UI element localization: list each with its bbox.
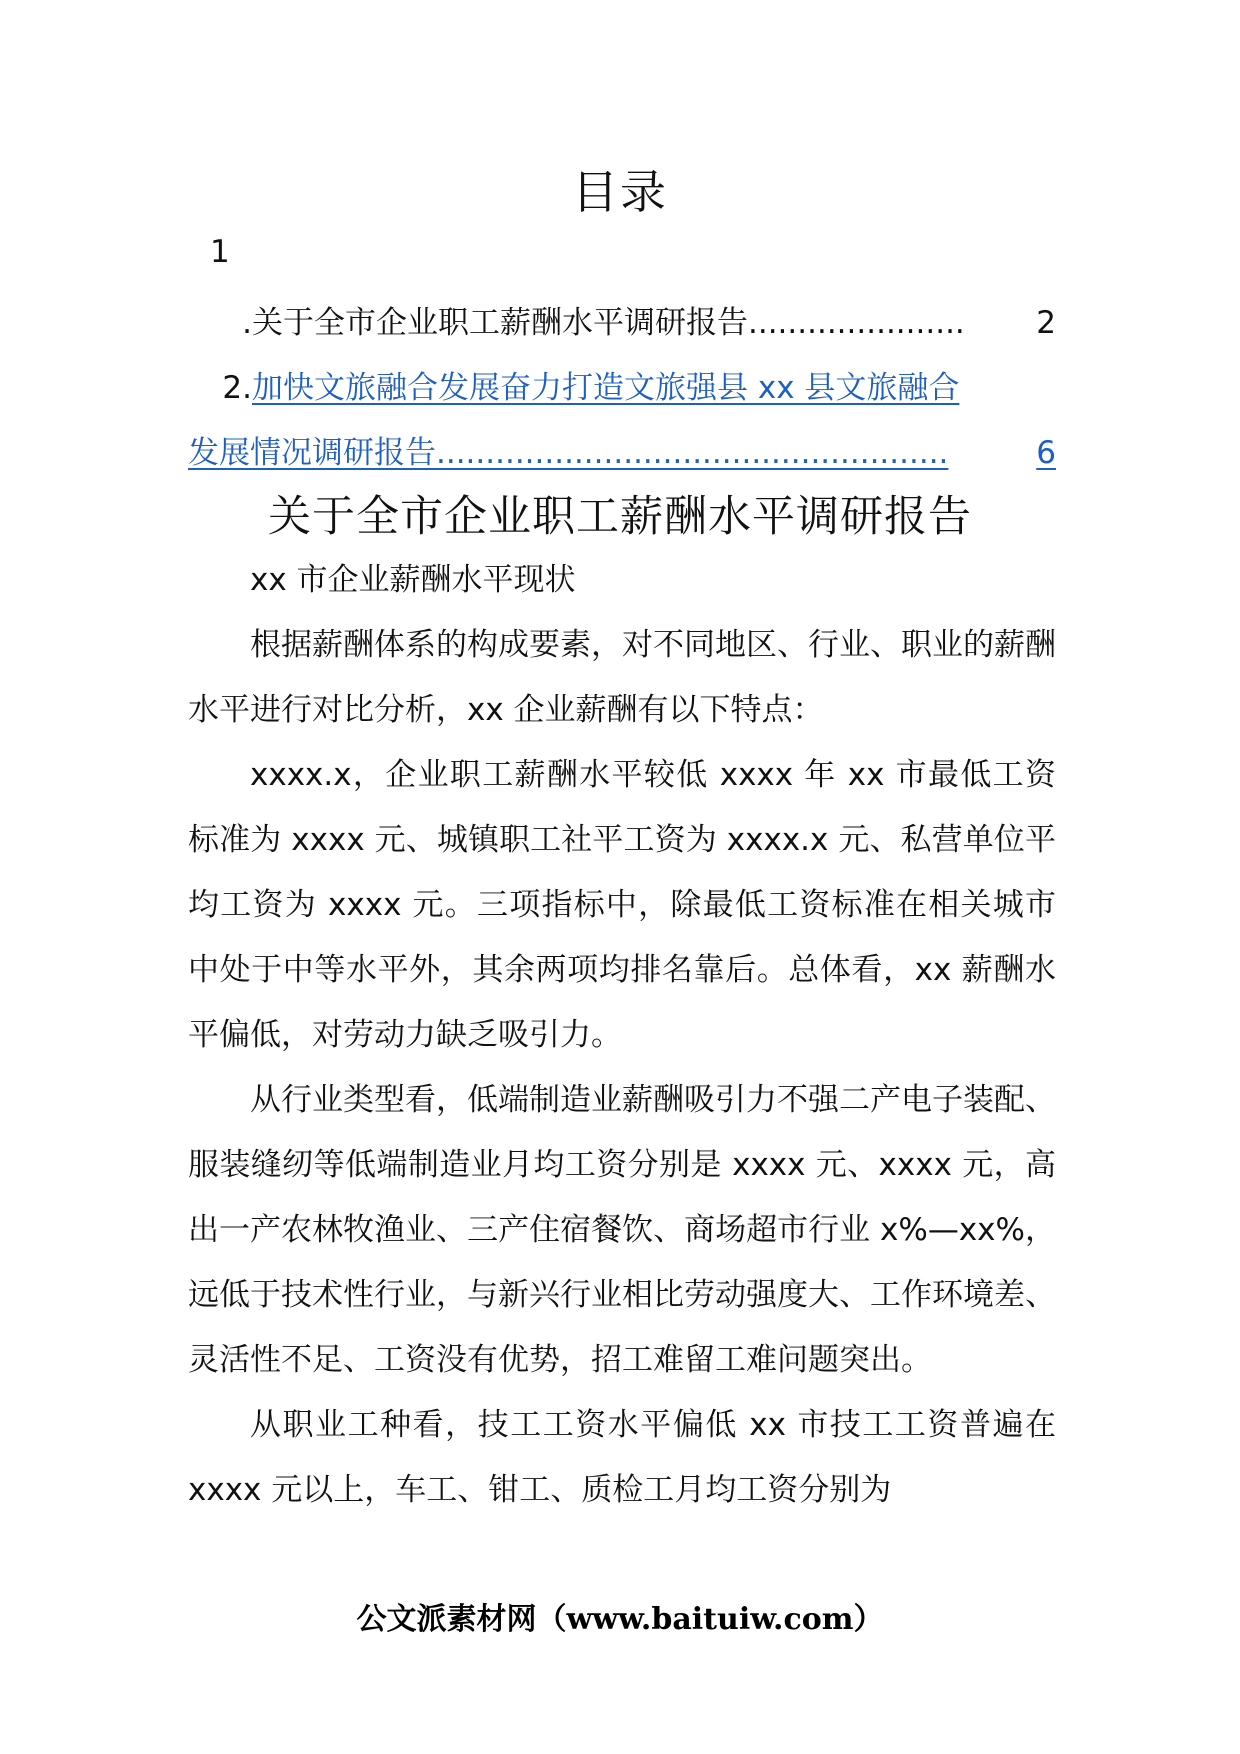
toc-entry-1-prefix: . xyxy=(242,305,252,341)
toc-entry-2-link-line-2[interactable] xyxy=(188,435,948,471)
toc-entry-2-line-2[interactable] xyxy=(188,420,1056,486)
report-body xyxy=(188,548,1056,1523)
toc-entry-1-text: 关于全市企业职工薪酬水平调研报告 xyxy=(252,305,748,341)
toc-entry-2-leader: .................................................... xyxy=(436,435,949,471)
toc-entry-1-leader: ...................... xyxy=(748,305,965,341)
report-title: 关于全市企业职工薪酬水平调研报告 xyxy=(268,492,972,542)
toc-entry-2-page[interactable]: 6 xyxy=(1032,420,1056,486)
paragraph-1: 根据薪酬体系的构成要素，对不同地区、行业、职业的薪酬水平进行对比分析，xx 企业薪酬有以下特点： xyxy=(188,627,1056,728)
toc-entry-2-link-line-1[interactable]: 加快文旅融合发展奋力打造文旅强县 xx 县文旅融合 xyxy=(252,370,960,406)
toc-entry-2-text-line-2: 发展情况调研报告 xyxy=(188,435,436,471)
paragraph-4: 从职业工种看，技工工资水平偏低 xx 市技工工资普遍在 xxxx 元以上，车工、钳工、质检工月均工资分别为 xyxy=(188,1407,1056,1508)
toc-entry-1[interactable] xyxy=(188,290,1056,356)
footer-source: 公文派素材网（www.baituiw.com） xyxy=(356,1602,884,1637)
paragraph-2: xxxx.x，企业职工薪酬水平较低 xxxx 年 xx 市最低工资标准为 xxxx 元、城镇职工社平工资为 xxxx.x 元、私营单位平均工资为 xxxx 元。三项指标中，除最低工资标准在相关城市中处于中等水平外，其余两项均排名靠后。总体看，xx 薪酬水平偏低，对劳动力缺乏吸引力。 xyxy=(188,757,1056,1053)
section-heading: xx 市企业薪酬水平现状 xyxy=(250,562,576,598)
toc-title: 目录 xyxy=(572,165,668,219)
toc-number: 1 xyxy=(210,234,230,270)
toc-entry-2-prefix: 2. xyxy=(222,370,252,406)
paragraph-3: 从行业类型看，低端制造业薪酬吸引力不强二产电子装配、服装缝纫等低端制造业月均工资分别是 xxxx 元、xxxx 元，高出一产农林牧渔业、三产住宿餐饮、商场超市行业 x%—xx%，远低于技术性行业，与新兴行业相比劳动强度大、工作环境差、灵活性不足、工资没有优势，招工难留工难问题突出。 xyxy=(188,1082,1056,1378)
toc-entry-2-line-1[interactable] xyxy=(188,355,1056,421)
toc-entry-1-page: 2 xyxy=(1032,290,1056,356)
